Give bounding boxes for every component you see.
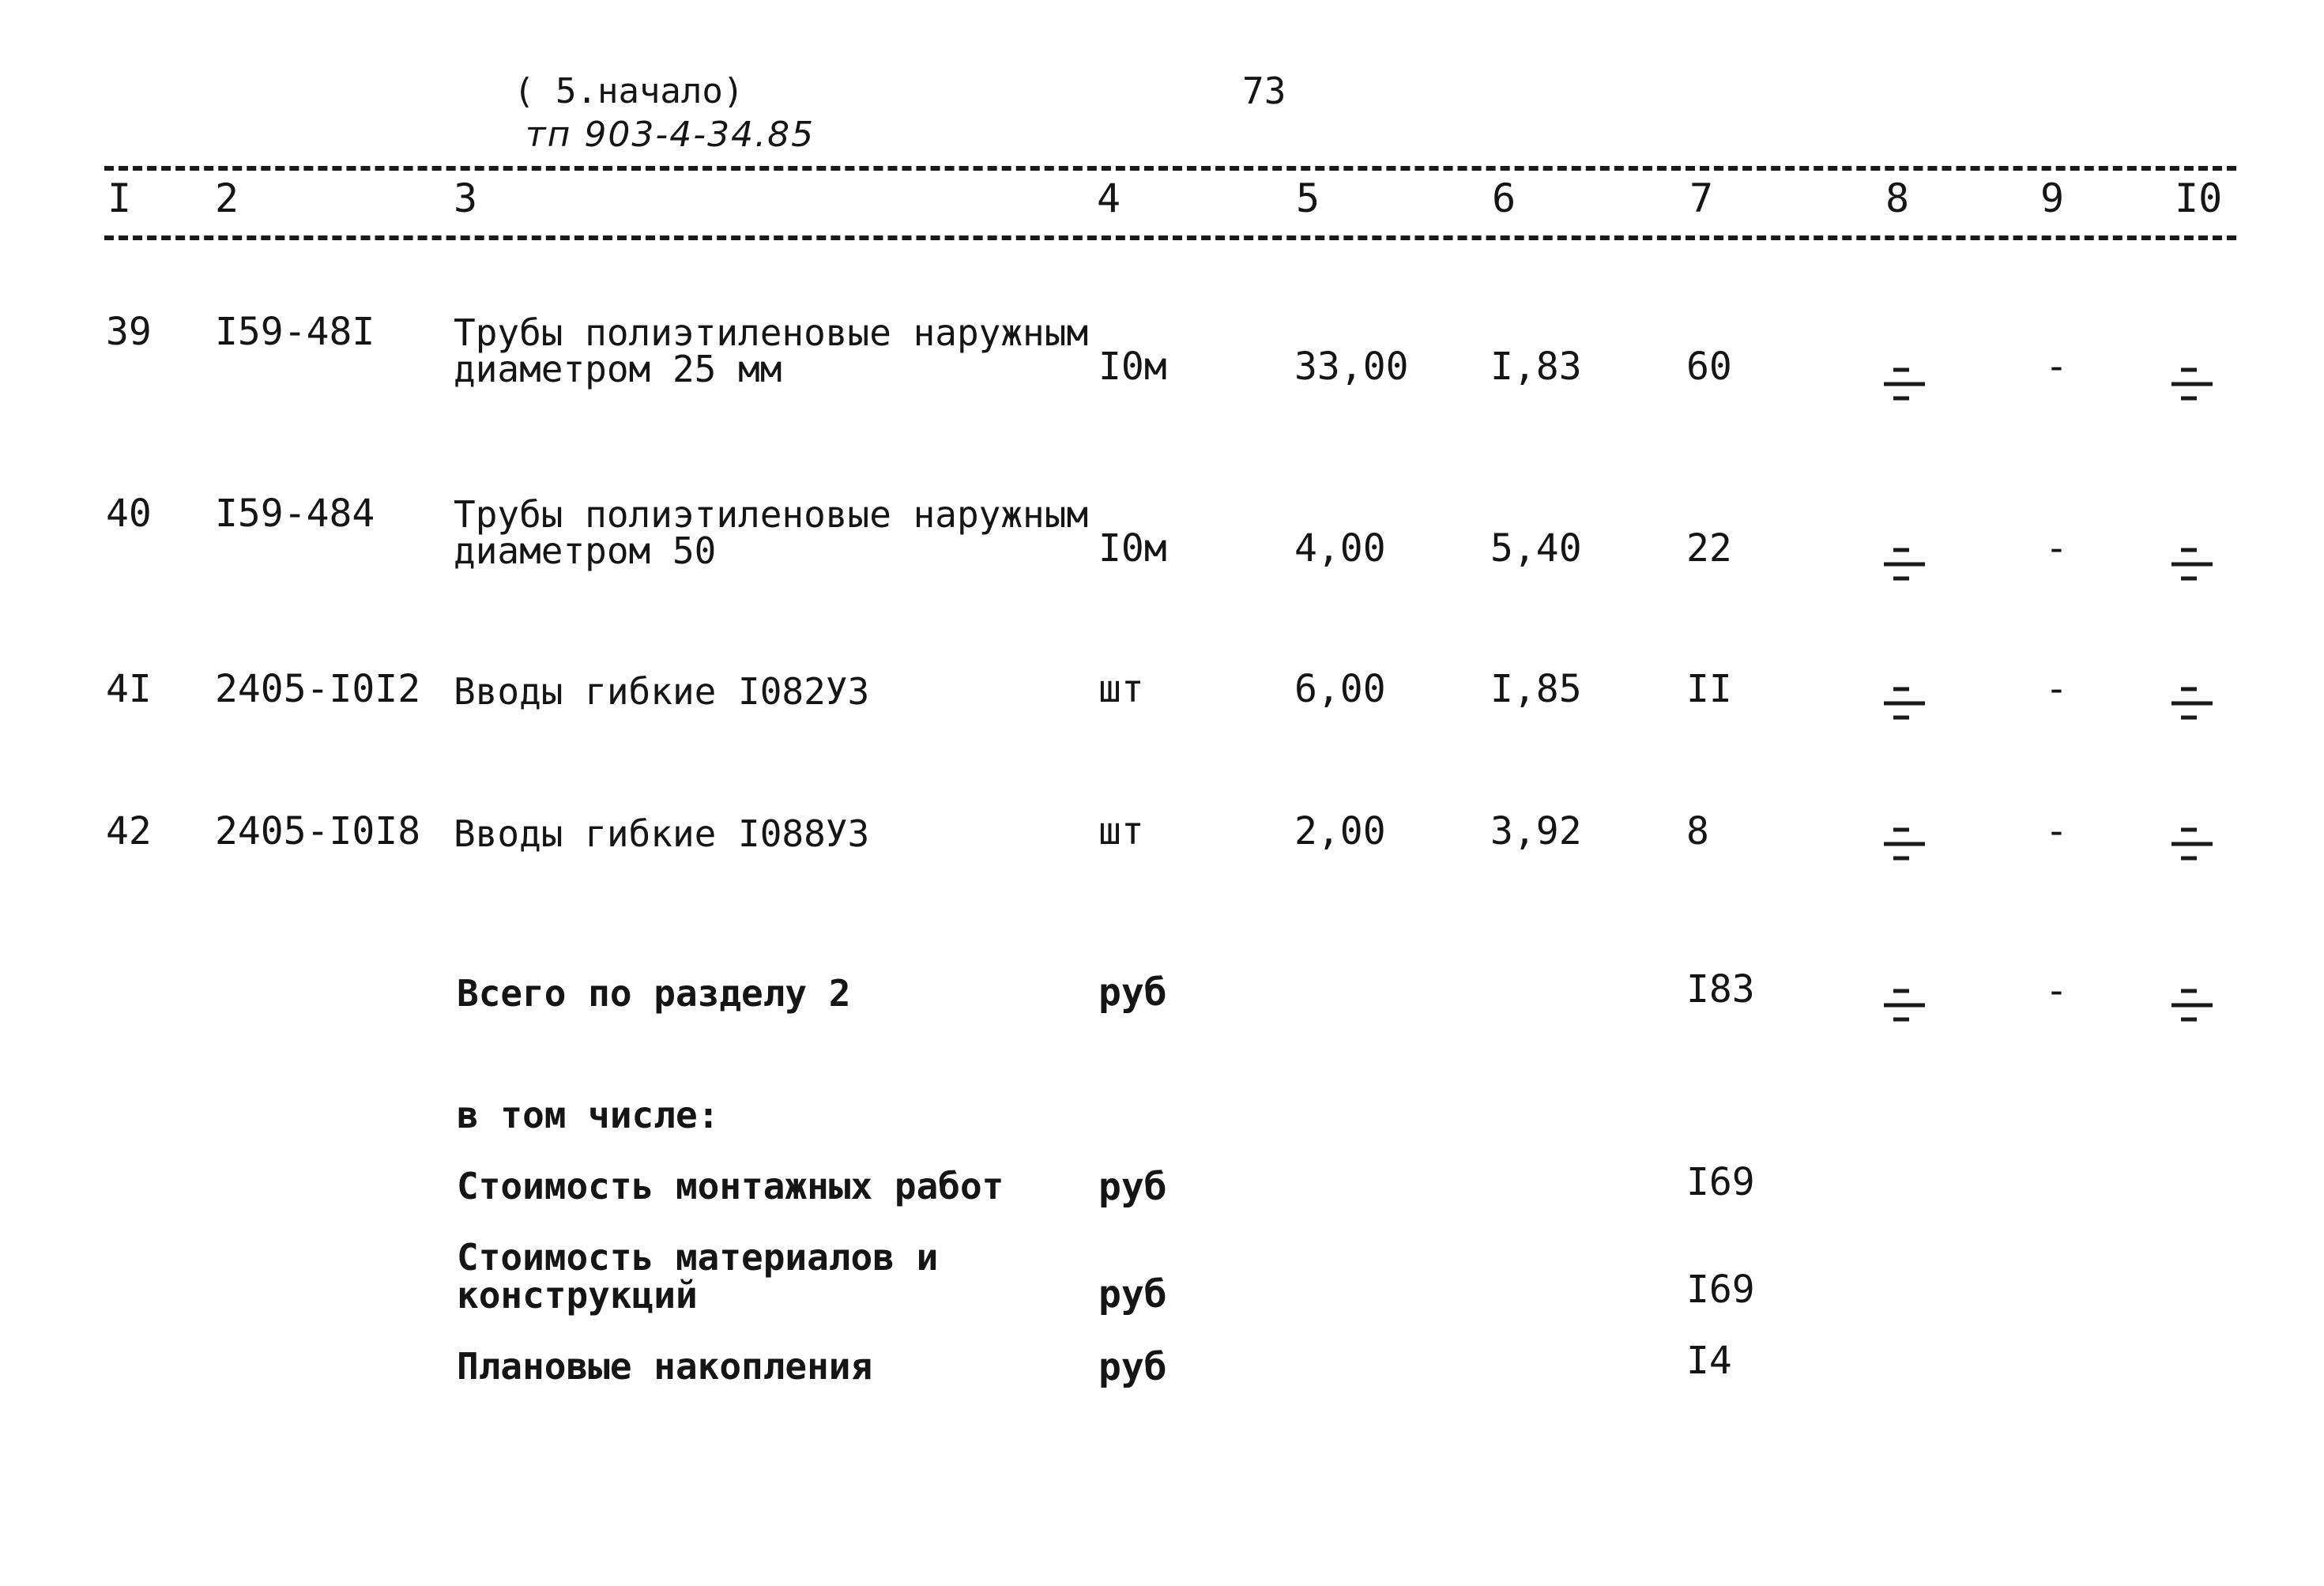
row-description-line2: диаметром 25 мм bbox=[454, 348, 782, 390]
row-price: I,85 bbox=[1490, 667, 1582, 711]
breakdown-label-line2: конструкций bbox=[457, 1274, 698, 1317]
column-header-5: 5 bbox=[1296, 175, 1320, 221]
ditto-mark-icon bbox=[2170, 986, 2214, 1024]
row-total: 60 bbox=[1686, 345, 1732, 389]
row-total: II bbox=[1686, 667, 1732, 711]
row-unit: шт bbox=[1098, 809, 1144, 853]
ditto-mark-icon bbox=[2170, 545, 2214, 583]
document-code: тп 903-4-34.85 bbox=[525, 115, 815, 155]
row-number: 40 bbox=[106, 492, 152, 536]
breakdown-value: I69 bbox=[1686, 1268, 1755, 1312]
breakdown-label-line1: Стоимость материалов и bbox=[457, 1236, 939, 1279]
ditto-mark-icon bbox=[2170, 825, 2214, 863]
column-header-1: I bbox=[107, 175, 132, 221]
row-code: I59-484 bbox=[215, 492, 375, 536]
row-col9-dash: - bbox=[2045, 809, 2068, 853]
page-number: 73 bbox=[1242, 70, 1286, 112]
section-total-value: I83 bbox=[1686, 967, 1755, 1011]
row-total: 8 bbox=[1686, 809, 1709, 853]
row-description-line2: диаметром 50 bbox=[454, 529, 717, 572]
row-col9-dash: - bbox=[2045, 526, 2068, 571]
ditto-mark-icon bbox=[2170, 684, 2214, 722]
breakdown-unit: руб bbox=[1098, 1165, 1167, 1209]
ditto-mark-icon bbox=[1882, 986, 1927, 1024]
row-unit: I0м bbox=[1098, 526, 1167, 571]
row-col9-dash: - bbox=[2045, 667, 2068, 711]
row-unit: I0м bbox=[1098, 345, 1167, 389]
column-header-8: 8 bbox=[1885, 175, 1910, 221]
row-description-line1: Трубы полиэтиленовые наружным bbox=[454, 311, 1089, 354]
row-quantity: 33,00 bbox=[1294, 345, 1409, 389]
ditto-mark-icon bbox=[2170, 365, 2214, 403]
row-code: I59-48I bbox=[215, 310, 375, 354]
column-header-2: 2 bbox=[215, 175, 239, 221]
ditto-mark-icon bbox=[1882, 545, 1927, 583]
row-quantity: 6,00 bbox=[1294, 667, 1386, 711]
row-price: I,83 bbox=[1490, 345, 1582, 389]
row-code: 2405-I0I8 bbox=[215, 809, 421, 853]
column-header-10: I0 bbox=[2175, 175, 2223, 221]
breakdown-unit: руб bbox=[1098, 1345, 1167, 1389]
breakdown-label: Плановые накопления bbox=[457, 1345, 873, 1388]
section-total-col9-dash: - bbox=[2045, 969, 2068, 1013]
column-header-7: 7 bbox=[1689, 175, 1714, 221]
row-description-line1: Вводы гибкие I082У3 bbox=[454, 670, 870, 713]
breakdown-value: I69 bbox=[1686, 1160, 1755, 1204]
row-code: 2405-I0I2 bbox=[215, 667, 421, 711]
row-unit: шт bbox=[1098, 667, 1144, 711]
column-header-3: 3 bbox=[454, 175, 478, 221]
row-total: 22 bbox=[1686, 526, 1732, 571]
table-header-bottom-rule bbox=[104, 235, 2236, 240]
section-total-label: Всего по разделу 2 bbox=[457, 972, 851, 1015]
including-label: в том числе: bbox=[457, 1094, 720, 1136]
row-col9-dash: - bbox=[2045, 345, 2068, 389]
ditto-mark-icon bbox=[1882, 825, 1927, 863]
row-quantity: 2,00 bbox=[1294, 809, 1386, 853]
section-note: ( 5.начало) bbox=[514, 71, 744, 111]
breakdown-value: I4 bbox=[1686, 1339, 1732, 1383]
row-number: 39 bbox=[106, 310, 152, 354]
row-number: 42 bbox=[106, 809, 152, 853]
row-quantity: 4,00 bbox=[1294, 526, 1386, 571]
table-top-rule bbox=[104, 166, 2236, 171]
row-number: 4I bbox=[106, 667, 152, 711]
column-header-4: 4 bbox=[1097, 175, 1121, 221]
row-description-line1: Трубы полиэтиленовые наружным bbox=[454, 493, 1089, 536]
row-price: 5,40 bbox=[1490, 526, 1582, 571]
section-total-unit: руб bbox=[1098, 970, 1167, 1015]
ditto-mark-icon bbox=[1882, 365, 1927, 403]
breakdown-unit: руб bbox=[1098, 1272, 1167, 1317]
column-header-9: 9 bbox=[2040, 175, 2065, 221]
row-description-line1: Вводы гибкие I088У3 bbox=[454, 812, 870, 855]
column-header-6: 6 bbox=[1492, 175, 1516, 221]
row-price: 3,92 bbox=[1490, 809, 1582, 853]
ditto-mark-icon bbox=[1882, 684, 1927, 722]
breakdown-label: Стоимость монтажных работ bbox=[457, 1165, 1004, 1207]
